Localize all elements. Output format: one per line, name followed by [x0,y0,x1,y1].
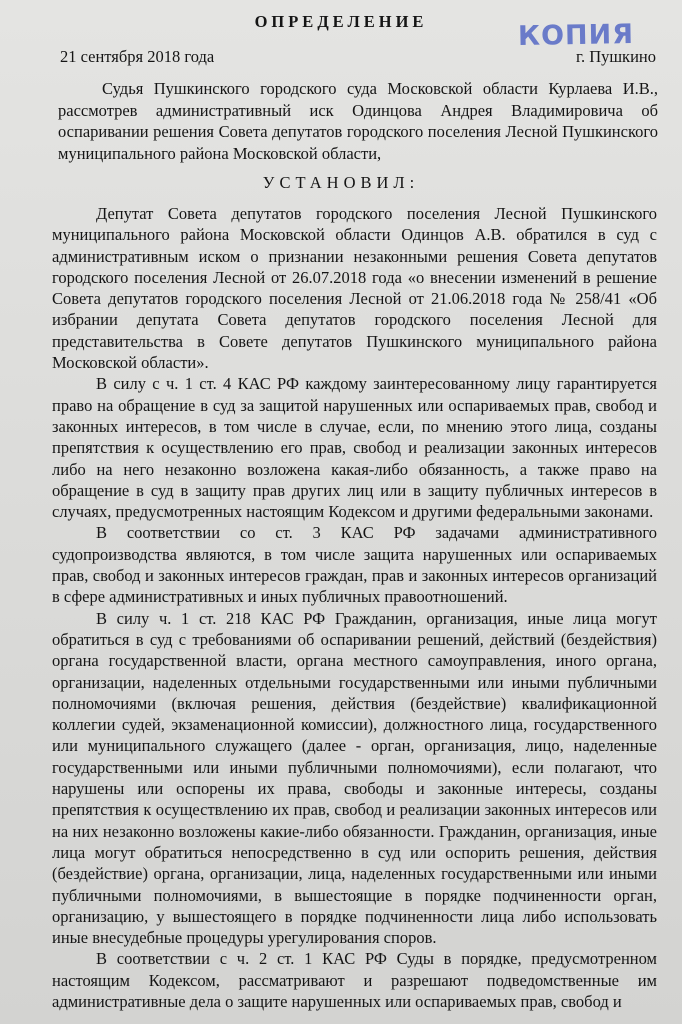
paragraph-article-4: В силу с ч. 1 ст. 4 КАС РФ каждому заинтересованному лицу гарантируется право на обращение в суд за защитой нарушенных или оспариваемых прав, свобод и законных интересов, в том числе в случае, если, по мнению этого лица, созданы препятствия к осуществлению его прав, свобод и реализации законных интересов либо на него незаконно возложена какая-либо обязанность, а также право на обращение в суд в защиту прав других лиц или в защиту публичных интересов в случаях, предусмотренных настоящим Кодексом и другими федеральными законами. [52,374,657,522]
intro-paragraph: Судья Пушкинского городского суда Московской области Курлаева И.В., рассмотрев административный иск Одинцова Андрея Владимировича об оспаривании решения Совета депутатов городского поселения Лесной Пушкинского муниципального района Московской области, [58,79,658,163]
section-heading: УСТАНОВИЛ: [262,173,420,192]
paragraph-article-218: В силу ч. 1 ст. 218 КАС РФ Гражданин, организация, иные лица могут обратиться в суд с требованиями об оспаривании решений, действий (бездействия) органа государственной власти, органа местного самоуправления, иного органа, организации, наделенных отдельными государственными или иными публичными полномочиями (включая решения, действия (бездействие) квалификационной коллегии судей, экзаменационной комиссии), должностного лица, государственного или муниципального служащего (далее - орган, организация, лицо, наделенные государственными или иными публичными полномочиями), если полагают, что нарушены или оспорены их права, свободы и законные интересы, созданы препятствия к осуществлению их прав, свобод и реализации законных интересов или на них незаконно возложены какие-либо обязанности. Гражданин, организация, иные лица могут обратиться непосредственно в суд или оспорить решения, действия (бездействие) органа, организации, лица, наделенных государственными или иными публичными полномочиями, в вышестоящие в порядке подчиненности орган, организацию, у вышестоящего в порядке подчиненности лица либо использовать иные внесудебные процедуры урегулирования споров. [52,608,657,948]
paragraph-claim: Депутат Совета депутатов городского поселения Лесной Пушкинского муниципального района Московской области Одинцов А.В. обратился в суд с административным иском о признании незаконными решения Совета депутатов городского поселения Лесной от 26.07.2018 года «о внесении изменений в решение Совета депутатов городского поселения Лесной от 21.06.2018 года № 258/41 «Об избрании депутата Совета депутатов городского поселения Лесной для представительства в Совете депутатов Пушкинского муниципального района Московской области». [52,204,657,373]
document-date: 21 сентября 2018 года [60,47,215,66]
document-city: г. Пушкино [576,47,656,66]
document-title: ОПРЕДЕЛЕНИЕ [254,12,428,31]
copy-stamp: КОПИЯ [517,18,635,53]
paragraph-article-3: В соответствии со ст. 3 КАС РФ задачами административного судопроизводства являются, в том числе защита нарушенных или оспариваемых прав, свобод и законных интересов граждан, прав и законных интересов организаций в сфере административных и иных публичных правоотношений. [52,523,657,607]
document-body [52,203,657,1012]
paragraph-article-1: В соответствии с ч. 2 ст. 1 КАС РФ Суды в порядке, предусмотренном настоящим Кодексом, рассматривают и разрешают подведомственные им административные дела о защите нарушенных или оспариваемых прав, свобод и [52,949,657,1011]
